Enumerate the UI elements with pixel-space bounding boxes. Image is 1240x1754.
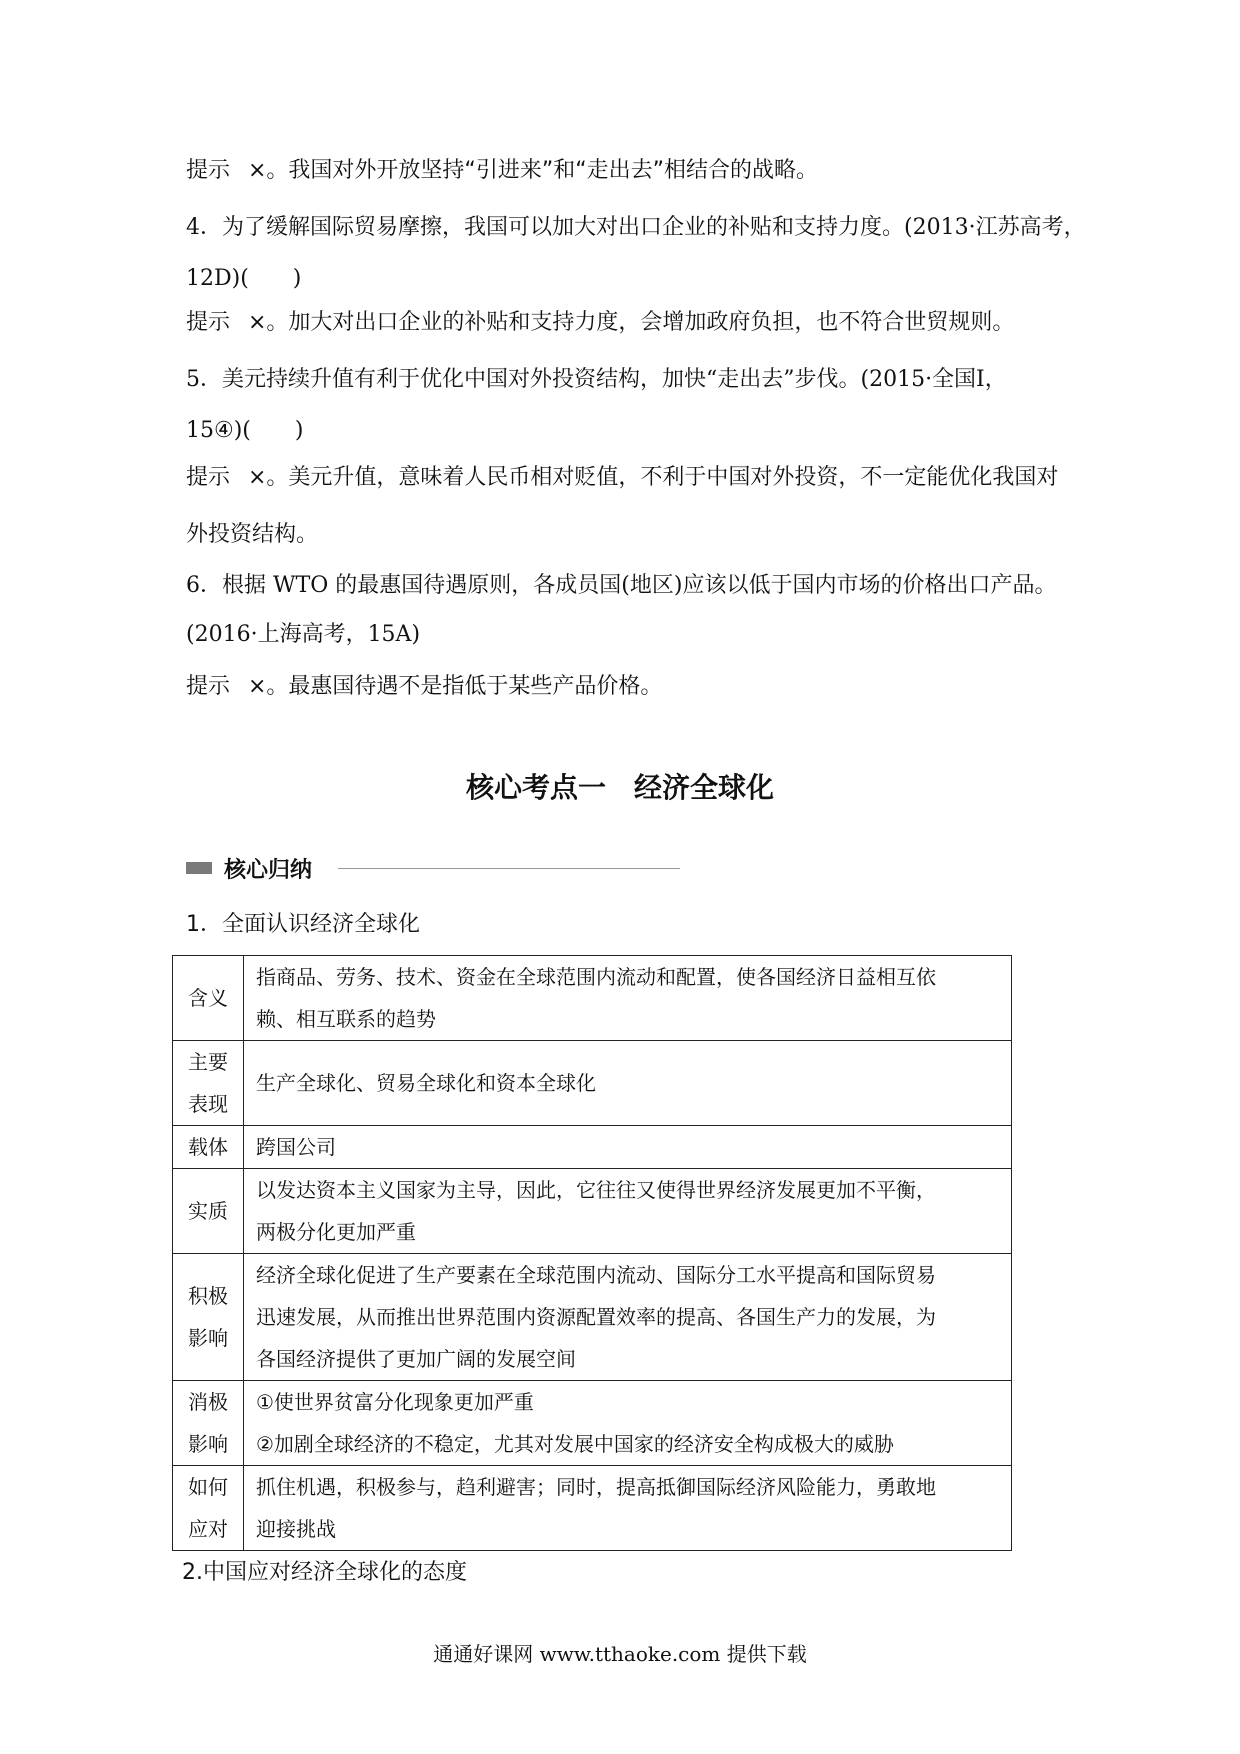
table-row [173, 1381, 1012, 1466]
row-key-line: 影响 [188, 1432, 228, 1456]
row-key-line: 影响 [188, 1326, 228, 1350]
row-key-line: 载体 [188, 1135, 228, 1159]
row-key-line: 消极 [188, 1390, 228, 1414]
row-key [173, 1466, 244, 1551]
subheading: 2.中国应对经济全球化的态度 [182, 1560, 467, 1585]
row-value [244, 1041, 1012, 1126]
question-5: 5．美元持续升值有利于优化中国对外投资结构，加快“走出去”步伐。(2015·全国Ⅰ， [186, 367, 1007, 392]
row-key [173, 1169, 244, 1254]
row-key-line: 表现 [188, 1092, 228, 1116]
tip-label: 提示 [186, 158, 231, 183]
question-4-source: 12D)( ) [186, 266, 302, 291]
row-value [244, 1381, 1012, 1466]
row-value-line: 迅速发展，从而推出世界范围内资源配置效率的提高、各国生产力的发展，为 [256, 1305, 936, 1329]
row-value-line: 赖、相互联系的趋势 [256, 1007, 436, 1031]
row-key-line: 含义 [188, 986, 228, 1010]
question-4: 4．为了缓解国际贸易摩擦，我国可以加大对出口企业的补贴和支持力度。(2013·江苏高考， [186, 215, 1086, 240]
question-5-source: 15④)( ) [186, 418, 304, 443]
tip-text: ×。我国对外开放坚持“引进来”和“走出去”相结合的战略。 [248, 158, 819, 183]
row-value-line: ②加剧全球经济的不稳定，尤其对发展中国家的经济安全构成极大的威胁 [256, 1432, 894, 1456]
row-value-line: 各国经济提供了更加广阔的发展空间 [256, 1347, 576, 1371]
row-value-line: ①使世界贫富分化现象更加严重 [256, 1390, 534, 1414]
tip-label: 提示 [186, 465, 231, 490]
tip-line [186, 463, 1066, 493]
section-label-text: 核心归纳 [224, 857, 313, 883]
row-key-line: 应对 [188, 1517, 228, 1541]
table-row [173, 1041, 1012, 1126]
row-value-line: 迎接挑战 [256, 1517, 336, 1541]
section-rule [338, 868, 680, 869]
footer: 通通好课网 www.tthaoke.com 提供下载 [433, 1642, 807, 1666]
row-value-line: 指商品、劳务、技术、资金在全球范围内流动和配置，使各国经济日益相互依 [256, 965, 936, 989]
row-value-line: 跨国公司 [256, 1135, 336, 1159]
tip-line [186, 308, 1066, 338]
tip-text: ×。加大对出口企业的补贴和支持力度，会增加政府负担，也不符合世贸规则。 [248, 310, 1015, 335]
section-heading: 核心考点一 经济全球化 [465, 771, 774, 804]
tip-continuation: 外投资结构。 [186, 522, 319, 547]
tip-text: ×。最惠国待遇不是指低于某些产品价格。 [248, 674, 663, 699]
row-value-line: 抓住机遇，积极参与，趋利避害；同时，提高抵御国际经济风险能力，勇敢地 [256, 1475, 936, 1499]
row-value [244, 956, 1012, 1041]
globalization-table [172, 955, 1012, 1551]
question-6: 6．根据 WTO 的最惠国待遇原则，各成员国(地区)应该以低于国内市场的价格出口产品。 [186, 573, 1057, 598]
tip-line [186, 672, 1066, 702]
row-key-line: 主要 [188, 1050, 228, 1074]
table-row [173, 1126, 1012, 1169]
row-key-line: 实质 [188, 1199, 228, 1223]
row-key [173, 1381, 244, 1466]
row-value-line: 以发达资本主义国家为主导，因此，它往往又使得世界经济发展更加不平衡， [256, 1178, 936, 1202]
row-key-line: 积极 [188, 1284, 228, 1308]
table-row [173, 1254, 1012, 1381]
row-key [173, 1126, 244, 1169]
row-key [173, 1041, 244, 1126]
question-6-source: (2016·上海高考，15A) [186, 622, 421, 647]
table-row [173, 1169, 1012, 1254]
row-key [173, 956, 244, 1041]
row-value [244, 1126, 1012, 1169]
row-value-line: 生产全球化、贸易全球化和资本全球化 [256, 1071, 596, 1095]
table-row [173, 956, 1012, 1041]
row-value [244, 1466, 1012, 1551]
tip-label: 提示 [186, 674, 231, 699]
subheading: 1．全面认识经济全球化 [186, 912, 420, 937]
table-row [173, 1466, 1012, 1551]
row-key-line: 如何 [188, 1475, 228, 1499]
row-value-line: 两极分化更加严重 [256, 1220, 416, 1244]
row-value [244, 1169, 1012, 1254]
row-value-line: 经济全球化促进了生产要素在全球范围内流动、国际分工水平提高和国际贸易 [256, 1263, 936, 1287]
tip-text: ×。美元升值，意味着人民币相对贬值，不利于中国对外投资，不一定能优化我国对 [248, 465, 1059, 490]
tip-label: 提示 [186, 310, 231, 335]
row-value [244, 1254, 1012, 1381]
section-label [186, 853, 312, 883]
tip-line [186, 156, 1066, 186]
row-key [173, 1254, 244, 1381]
section-bar [186, 862, 212, 874]
